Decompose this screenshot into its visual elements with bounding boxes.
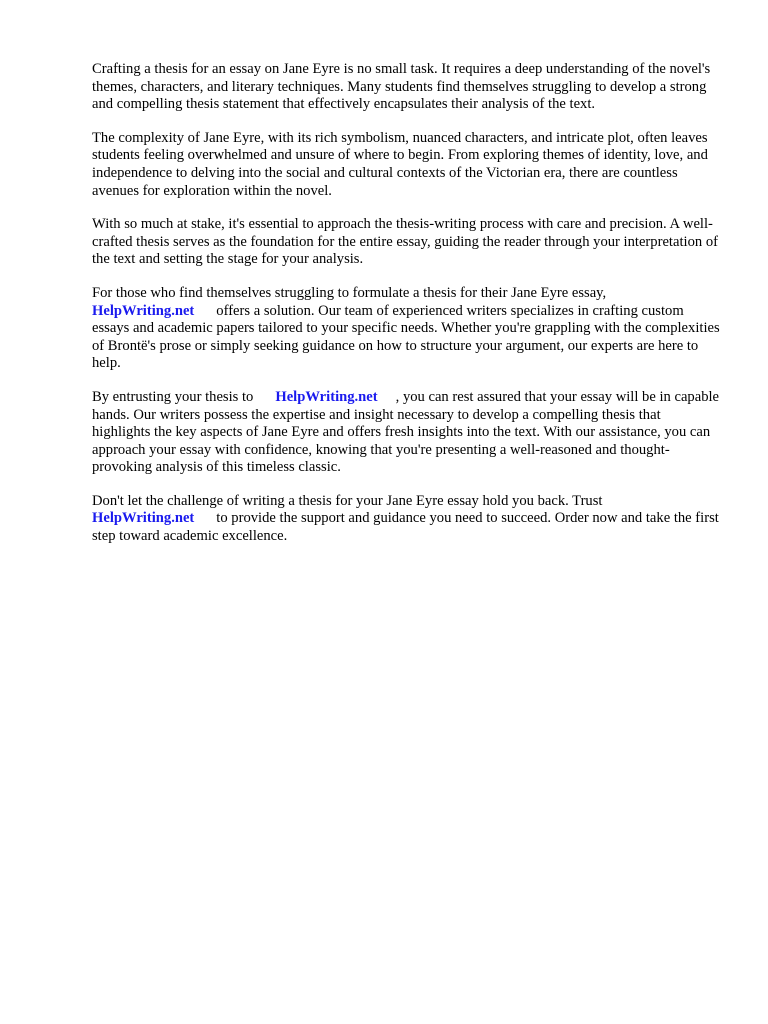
paragraph-trust-rest: , you can rest assured that your essay will be in capable hands. Our writers possess the expertise and insight necessary to develop a compelling thesis that highlights the key aspects of Jane Eyre and offers fresh insights into the text. With our assistance, you can approach your essay with confidence, knowing that you're presenting a well-reasoned and thought-provoking analysis of this timeless classic.	[92, 388, 720, 476]
helpwriting-link[interactable]: HelpWriting.net	[275, 388, 378, 405]
paragraph-solution-rest: offers a solution. Our team of experienced writers specializes in crafting custom essays and academic papers tailored to your specific needs. Whether you're grappling with the complexities of Brontë's prose or simply seeking guidance on how to structure your argument, our experts are here to help.	[92, 302, 720, 372]
helpwriting-link[interactable]: HelpWriting.net	[92, 510, 195, 527]
paragraph-call-to-action	[92, 493, 722, 546]
paragraph-intro: Crafting a thesis for an essay on Jane Eyre is no small task. It requires a deep understanding of the novel's themes, characters, and literary techniques. Many students find themselves struggling to develop a strong and compelling thesis statement that effectively encapsulates their analysis of the text.	[92, 61, 711, 113]
paragraph-stakes: With so much at stake, it's essential to approach the thesis-writing process with care and precision. A well-crafted thesis serves as the foundation for the entire essay, guiding the reader through your interpretation of the text and setting the stage for your analysis.	[92, 216, 718, 268]
paragraph-cta-rest: to provide the support and guidance you need to succeed. Order now and take the first step toward academic excellence.	[92, 510, 719, 545]
paragraph-cta-lead: Don't let the challenge of writing a thesis for your Jane Eyre essay hold you back. Trust	[92, 492, 603, 509]
helpwriting-link[interactable]: HelpWriting.net	[92, 302, 195, 319]
paragraph-trust	[92, 389, 722, 477]
document-body	[92, 61, 722, 562]
paragraph-complexity: The complexity of Jane Eyre, with its rich symbolism, nuanced characters, and intricate plot, often leaves students feeling overwhelmed and unsure of where to begin. From exploring themes of identity, love, and independence to delving into the social and cultural contexts of the Victorian era, there are countless avenues for exploration within the novel.	[92, 129, 708, 199]
paragraph-trust-lead: By entrusting your thesis to	[92, 388, 254, 405]
paragraph-solution-lead: For those who find themselves struggling to formulate a thesis for their Jane Eyre essay,	[92, 284, 607, 301]
paragraph-solution	[92, 285, 722, 373]
